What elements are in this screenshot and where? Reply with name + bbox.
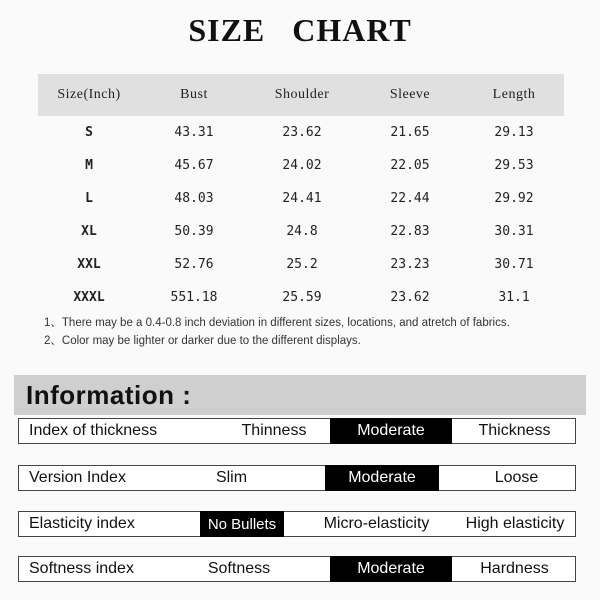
cell-shoulder: 25.59 (282, 290, 322, 305)
table-row (38, 149, 564, 182)
info-option-selected: No Bullets (200, 511, 284, 537)
cell-size: XXL (77, 257, 101, 272)
information-header (14, 375, 586, 415)
cell-sleeve: 22.44 (390, 191, 430, 206)
cell-sleeve: 21.65 (390, 125, 430, 140)
info-option: Slim (215, 469, 248, 486)
cell-bust: 52.76 (174, 257, 214, 272)
cell-length: 29.53 (494, 158, 534, 173)
cell-length: 31.1 (498, 290, 530, 305)
info-row-thickness (18, 418, 576, 444)
table-row (38, 281, 564, 314)
note-line: 2、Color may be lighter or darker due to the different displays. (44, 335, 361, 347)
table-row (38, 215, 564, 248)
cell-length: 30.31 (494, 224, 534, 239)
page-title: SIZE CHART (188, 12, 412, 48)
cell-size: L (85, 191, 93, 206)
info-option: Loose (494, 469, 539, 486)
note-line: 1、There may be a 0.4-0.8 inch deviation in different sizes, locations, and atretch of fabrics. (44, 317, 510, 329)
cell-size: S (85, 125, 93, 140)
information-title: Information : (26, 380, 192, 410)
table-row (38, 182, 564, 215)
cell-sleeve: 22.05 (390, 158, 430, 173)
cell-size: XXXL (73, 290, 105, 305)
info-row-softness (18, 556, 576, 582)
info-option-selected: Moderate (330, 556, 452, 582)
cell-shoulder: 24.02 (282, 158, 322, 173)
header-size: Size(Inch) (38, 74, 140, 116)
cell-shoulder: 25.2 (286, 257, 318, 272)
header-length: Length (464, 74, 564, 116)
header-shoulder: Shoulder (248, 74, 356, 116)
cell-length: 30.71 (494, 257, 534, 272)
info-label: Elasticity index (29, 515, 135, 532)
cell-bust: 50.39 (174, 224, 214, 239)
notes (44, 314, 510, 350)
cell-bust: 45.67 (174, 158, 214, 173)
info-label: Index of thickness (29, 422, 158, 439)
cell-length: 29.92 (494, 191, 534, 206)
info-label: Softness index (29, 560, 134, 577)
info-option: Hardness (480, 560, 549, 577)
cell-shoulder: 23.62 (282, 125, 322, 140)
table-row (38, 248, 564, 281)
info-option: Micro-elasticity (323, 515, 430, 532)
cell-shoulder: 24.8 (286, 224, 318, 239)
cell-sleeve: 23.23 (390, 257, 430, 272)
table-header-row (38, 74, 564, 116)
header-bust: Bust (140, 74, 248, 116)
cell-bust: 43.31 (174, 125, 214, 140)
cell-size: M (85, 158, 93, 173)
table-row (38, 116, 564, 149)
info-option-selected: Moderate (330, 418, 452, 444)
cell-length: 29.13 (494, 125, 534, 140)
cell-sleeve: 23.62 (390, 290, 430, 305)
cell-bust: 551.18 (170, 290, 218, 305)
size-table (38, 74, 564, 314)
cell-sleeve: 22.83 (390, 224, 430, 239)
cell-shoulder: 24.41 (282, 191, 322, 206)
info-option: Thickness (478, 422, 551, 439)
cell-bust: 48.03 (174, 191, 214, 206)
info-option-selected: Moderate (325, 465, 439, 491)
info-option: Softness (207, 560, 271, 577)
info-row-elasticity (18, 511, 576, 537)
info-label: Version Index (29, 469, 126, 486)
info-option: Thinness (241, 422, 307, 439)
info-row-version (18, 465, 576, 491)
header-sleeve: Sleeve (356, 74, 464, 116)
cell-size: XL (81, 224, 97, 239)
info-option: High elasticity (465, 515, 565, 532)
